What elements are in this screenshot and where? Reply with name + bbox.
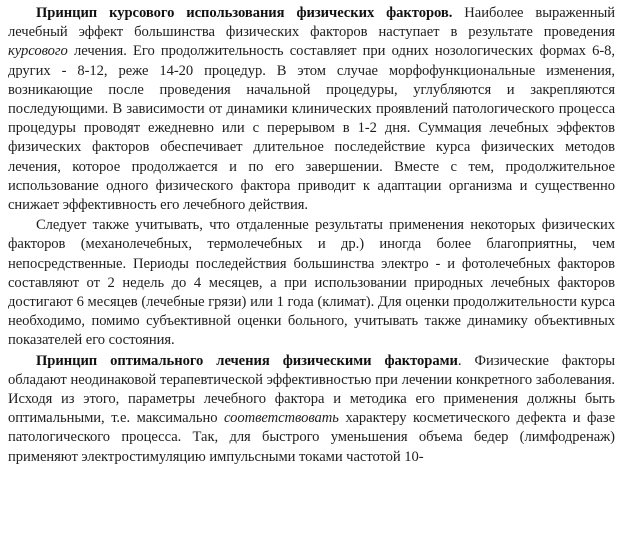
- paragraph-course-principle: [8, 4, 615, 215]
- body-text: Наиболее выраженный лечебный эффект большинства физических факторов наступает в результате проведения: [8, 5, 615, 41]
- emphasis-text: соответствовать: [224, 410, 339, 427]
- section-heading-optimal-treatment: Принцип оптимального лечения физическими факторами: [36, 352, 458, 369]
- paragraph-aftereffect: [8, 216, 615, 350]
- section-heading-course-use: Принцип курсового использования физических факторов.: [36, 5, 453, 21]
- body-text: Следует также учитывать, что отдаленные результаты применения некоторых физических факторов (механолечебных, термолечебных и др.) иногда более благоприятны, чем непосредственные. Периоды последействия большинства электро - и фотолечебных факторов составляют от 2 недель до 4 месяцев, а при использовании природных лечебных факторов достигают 6 месяцев (лечебные грязи) или 1 года (климат). Для оценки продолжительности курса необходимо, помимо субъективной оценки больного, учитывать также динамику объективных показателей его состояния.: [8, 217, 615, 349]
- emphasis-text: курсового: [8, 43, 68, 60]
- body-text: . Физические факторы обладают неодинаковой терапевтической эффективностью при лечении конкретного заболевания. Исходя из этого, параметры лечебного фактора и методика его применения должны быть оптимальными, т.е. максимально: [8, 352, 615, 427]
- document-page: [8, 4, 615, 467]
- body-text: характеру косметического дефекта и фазе патологического процесса. Так, для быстрого уменьшения объема бедер (лимфодренаж) применяют электростимуляцию импульсными токами частотой 10-: [8, 410, 615, 465]
- body-text: лечения. Его продолжительность составляет при одних нозологических формах 6-8, других - 8-12, реже 14-20 процедур. В этом случае морфофункциональные изменения, возникающие после проведения начальной процедуры, углубляются и закрепляются последующими. В зависимости от динамики клинических проявлений патологического процесса процедуры проводят ежедневно или с перерывом в 1-2 дня. Суммация лечебных эффектов физических факторов обеспечивает длительное последействие курса физических методов лечения, которое продолжается и по его завершении. Вместе с тем, продолжительное использование одного физического фактора приводит к адаптации организма и существенно снижает эффективность его лечебного действия.: [8, 43, 615, 214]
- paragraph-optimal-principle: [8, 352, 615, 467]
